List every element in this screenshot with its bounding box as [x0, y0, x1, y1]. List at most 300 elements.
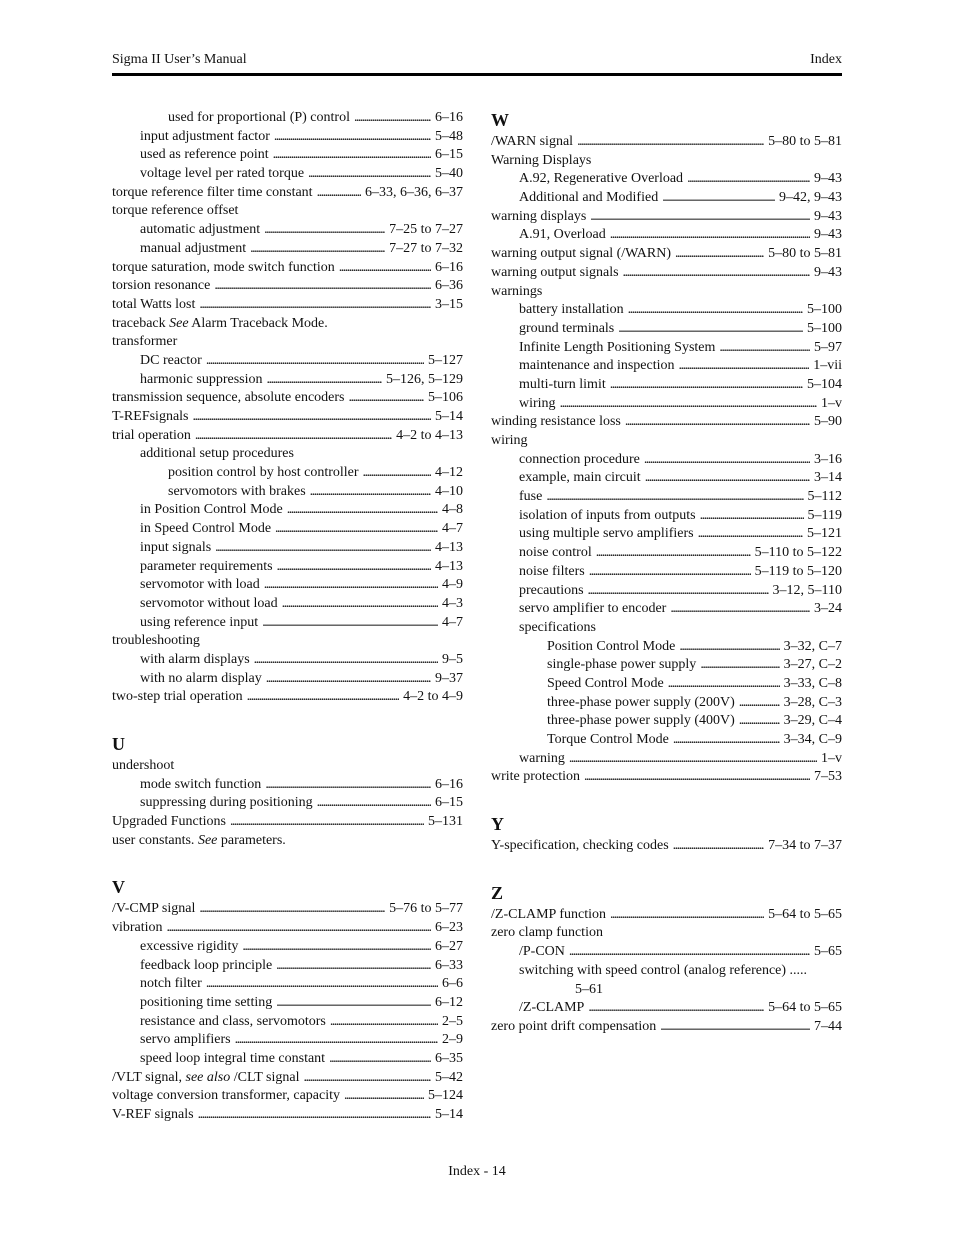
index-term: servomotor with load: [140, 577, 260, 593]
index-entry: [112, 651, 463, 670]
index-term: transformer: [112, 334, 178, 350]
index-term: automatic adjustment: [140, 222, 261, 238]
index-term: two-step trial operation: [112, 689, 243, 705]
index-entry: [112, 352, 463, 371]
dot-leader: [276, 957, 431, 976]
index-entry: [112, 240, 463, 259]
index-term: noise filters: [519, 563, 585, 579]
dot-leader: [739, 712, 780, 731]
index-term: servo amplifiers: [140, 1032, 231, 1048]
dot-leader: [230, 813, 424, 832]
dot-leader: [254, 651, 438, 670]
index-entry: [112, 146, 463, 165]
index-term: voltage conversion transformer, capacity: [112, 1088, 341, 1104]
index-term: manual adjustment: [140, 240, 247, 256]
index-term: zero clamp function: [491, 925, 603, 941]
index-term: 5–61: [575, 981, 603, 997]
index-entry: [491, 133, 842, 152]
dot-leader: [265, 776, 431, 795]
index-term: voltage level per rated torque: [140, 166, 305, 182]
index-term: user constants. See parameters.: [112, 832, 286, 848]
dot-leader: [719, 339, 810, 358]
index-term: torsion resonance: [112, 278, 211, 294]
index-term: winding resistance loss: [491, 414, 621, 430]
dot-leader: [215, 539, 431, 558]
index-term: battery installation: [519, 302, 624, 318]
page-reference: 1–vii: [813, 358, 842, 374]
index-term: /Z-CLAMP function: [491, 906, 606, 922]
index-entry: [491, 264, 842, 283]
index-entry: [491, 962, 842, 981]
index-entry: [491, 488, 842, 507]
index-term: /WARN signal: [491, 134, 574, 149]
dot-leader: [660, 1018, 810, 1037]
index-term: warning output signals: [491, 264, 619, 280]
page-reference: 5–14: [435, 409, 463, 424]
index-entry: [491, 189, 842, 208]
index-entry: [112, 333, 463, 352]
section-letter-w: W: [491, 110, 509, 130]
dot-leader: [250, 240, 385, 259]
index-entry: [112, 1106, 463, 1125]
index-entry: [491, 638, 842, 657]
index-term: position control by host controller: [168, 465, 359, 481]
index-entry: [491, 525, 842, 544]
dot-leader: [339, 259, 431, 278]
page-reference: 5–64 to 5–65: [768, 906, 842, 922]
section-letter-z: Z: [491, 882, 504, 903]
index-entry: [112, 483, 463, 502]
dot-leader: [206, 975, 438, 994]
page-reference: 3–29, C–4: [783, 713, 842, 729]
index-entry: [112, 558, 463, 577]
dot-leader: [739, 694, 780, 713]
index-entry: [112, 445, 463, 464]
dot-leader: [266, 371, 382, 390]
index-entry: [491, 376, 842, 395]
index-entry: [112, 1013, 463, 1032]
page-reference: 5–110 to 5–122: [754, 545, 842, 561]
dot-leader: [262, 614, 438, 633]
dot-leader: [274, 128, 431, 147]
index-term: used for proportional (P) control: [168, 110, 350, 125]
index-term: Additional and Modified: [519, 190, 659, 206]
index-term: multi-turn limit: [519, 376, 606, 392]
page-number: Index - 14: [448, 1164, 506, 1179]
index-term: used as reference point: [140, 147, 269, 163]
page-reference: 9–43: [814, 208, 842, 224]
page-reference: 6–36: [435, 278, 463, 294]
index-entry: [491, 507, 842, 526]
index-column-right: [491, 109, 842, 1037]
dot-leader: [277, 558, 431, 577]
dot-leader: [308, 165, 431, 184]
dot-leader: [317, 794, 431, 813]
index-column-left: [112, 109, 463, 1125]
index-entry: [491, 712, 842, 731]
index-entry: [112, 757, 463, 776]
page-reference: 5–40: [435, 166, 463, 182]
page-reference: 3–33, C–8: [783, 675, 842, 691]
page-reference: 5–121: [807, 526, 842, 542]
dot-leader: [628, 301, 803, 320]
index-term: vibration: [112, 920, 163, 936]
index-entry: [491, 301, 842, 320]
dot-leader: [644, 451, 810, 470]
dot-leader: [569, 750, 817, 769]
index-term: suppressing during positioning: [140, 795, 313, 811]
index-entry: [112, 315, 463, 334]
index-entry: [112, 1050, 463, 1069]
page-reference: 5–127: [428, 352, 463, 368]
dot-leader: [698, 525, 803, 544]
index-entry: [112, 900, 463, 919]
index-entry: [491, 563, 842, 582]
dot-leader: [584, 768, 810, 787]
page-reference: 1–v: [821, 395, 842, 411]
index-term: A.92, Regenerative Overload: [519, 171, 684, 187]
index-entry: [112, 259, 463, 278]
page-reference: 6–23: [435, 920, 463, 936]
page-reference: 5–80 to 5–81: [768, 134, 842, 149]
index-term: write protection: [491, 769, 581, 785]
index-entry: [112, 1069, 463, 1088]
section-letter-v: V: [112, 877, 125, 898]
dot-leader: [662, 189, 775, 208]
dot-leader: [645, 469, 810, 488]
index-term: zero point drift compensation: [491, 1018, 657, 1034]
dot-leader: [206, 352, 424, 371]
index-entry: [112, 632, 463, 651]
page-reference: 5–124: [428, 1088, 463, 1104]
dot-leader: [623, 264, 810, 283]
dot-leader: [242, 938, 431, 957]
dot-leader: [198, 1106, 431, 1125]
index-term: noise control: [519, 545, 592, 561]
dot-leader: [668, 675, 780, 694]
dot-leader: [679, 357, 810, 376]
dot-leader: [596, 544, 751, 563]
index-entry: [112, 296, 463, 315]
index-term: in Position Control Mode: [140, 502, 283, 518]
page-reference: 5–100: [807, 320, 842, 336]
index-entry: [491, 906, 842, 925]
index-term: torque reference filter time constant: [112, 184, 313, 200]
index-entry: [112, 776, 463, 795]
index-entry: [491, 768, 842, 787]
dot-leader: [247, 688, 399, 707]
index-term: Speed Control Mode: [547, 675, 664, 691]
page-reference: 6–16: [435, 110, 463, 125]
index-entry: [491, 226, 842, 245]
index-entry: [491, 283, 842, 302]
page-reference: 6–16: [435, 259, 463, 275]
index-term: troubleshooting: [112, 633, 200, 649]
index-entry: [112, 813, 463, 832]
page-reference: 9–43: [814, 227, 842, 243]
index-entry: [491, 656, 842, 675]
dot-leader: [266, 670, 431, 689]
index-term: isolation of inputs from outputs: [519, 507, 696, 523]
page-reference: 9–42, 9–43: [779, 190, 842, 206]
page-reference: 5–14: [435, 1107, 463, 1122]
dot-leader: [264, 221, 385, 240]
page-reference: 5–65: [814, 944, 842, 960]
index-term: transmission sequence, absolute encoders: [112, 390, 345, 406]
page-reference: 7–27 to 7–32: [389, 240, 463, 256]
dot-leader: [276, 994, 431, 1013]
dot-leader: [235, 1031, 438, 1050]
page-reference: 2–5: [442, 1013, 463, 1029]
index-term: input signals: [140, 539, 212, 555]
dot-leader: [618, 320, 803, 339]
index-entry: [112, 427, 463, 446]
page-reference: 5–131: [428, 814, 463, 830]
index-entry: [112, 595, 463, 614]
index-term: /V-CMP signal: [112, 901, 196, 917]
index-term: excessive rigidity: [140, 938, 239, 954]
dot-leader: [700, 507, 804, 526]
page-reference: 5–106: [428, 390, 463, 406]
index-entry: [112, 277, 463, 296]
index-entry: [491, 582, 842, 601]
index-term: Infinite Length Positioning System: [519, 339, 716, 355]
dot-leader: [330, 1013, 438, 1032]
page-reference: 6–33: [435, 957, 463, 973]
dot-leader: [344, 1087, 424, 1106]
index-entry: [491, 208, 842, 227]
index-entry: [112, 614, 463, 633]
dot-leader: [679, 638, 779, 657]
page-reference: 6–15: [435, 795, 463, 811]
index-entry: [112, 109, 463, 128]
index-term: harmonic suppression: [140, 371, 263, 387]
index-term: with no alarm display: [140, 670, 262, 686]
dot-leader: [577, 133, 764, 152]
index-entry: [491, 395, 842, 414]
page-reference: 6–35: [435, 1050, 463, 1066]
index-term: three-phase power supply (400V): [547, 713, 735, 729]
index-entry: [112, 688, 463, 707]
page-reference: 7–34 to 7–37: [768, 838, 842, 854]
page-reference: 4–7: [442, 614, 463, 630]
index-entry: [491, 750, 842, 769]
dot-leader: [625, 413, 810, 432]
index-term: A.91, Overload: [519, 227, 606, 243]
dot-leader: [610, 376, 803, 395]
page-reference: 6–16: [435, 776, 463, 792]
index-term: maintenance and inspection: [519, 358, 675, 374]
page-reference: 5–112: [807, 489, 842, 505]
index-entry: [491, 152, 842, 171]
index-entry: [112, 501, 463, 520]
running-header-section: Index: [810, 52, 842, 67]
dot-leader: [610, 906, 764, 925]
index-term: ground terminals: [519, 320, 615, 336]
dot-leader: [588, 582, 769, 601]
page-reference: 7–25 to 7–27: [389, 222, 463, 238]
index-entry: [112, 408, 463, 427]
dot-leader: [167, 919, 431, 938]
index-entry: [112, 919, 463, 938]
index-entry: [112, 165, 463, 184]
page-reference: 6–6: [442, 976, 463, 992]
page-reference: 7–44: [814, 1018, 842, 1034]
index-entry: [491, 1018, 842, 1037]
page-reference: 3–27, C–2: [783, 657, 842, 673]
dot-leader: [588, 999, 764, 1018]
index-entry: [491, 943, 842, 962]
page-reference: 3–12, 5–110: [772, 582, 842, 598]
page-reference: 5–119 to 5–120: [754, 563, 842, 579]
index-entry: [491, 170, 842, 189]
page-reference: 2–9: [442, 1032, 463, 1048]
page-reference: 6–33, 6–36, 6–37: [365, 184, 463, 200]
dot-leader: [675, 245, 764, 264]
index-entry: [491, 432, 842, 451]
index-entry: [112, 371, 463, 390]
index-term: warning output signal (/WARN): [491, 246, 672, 262]
page-reference: 6–12: [435, 994, 463, 1010]
page-reference: 3–34, C–9: [783, 732, 842, 747]
index-term: mode switch function: [140, 776, 262, 792]
dot-leader: [273, 146, 431, 165]
index-term: torque saturation, mode switch function: [112, 259, 335, 275]
index-term: speed loop integral time constant: [140, 1050, 326, 1066]
page-reference: 5–104: [807, 376, 842, 392]
dot-leader: [199, 900, 385, 919]
page-reference: 3–14: [814, 470, 842, 486]
index-term: switching with speed control (analog reference) .....: [519, 962, 808, 978]
index-term: warnings: [491, 283, 543, 299]
index-entry: [491, 675, 842, 694]
index-entry: [112, 994, 463, 1013]
index-term: wiring: [491, 433, 528, 448]
index-term: fuse: [519, 489, 543, 505]
dot-leader: [310, 483, 431, 502]
dot-leader: [560, 395, 817, 414]
index-entry: [112, 938, 463, 957]
page-reference: 5–64 to 5–65: [768, 1000, 842, 1016]
index-entry: [491, 544, 842, 563]
index-entry: [112, 520, 463, 539]
index-term: T-REFsignals: [112, 409, 189, 424]
page-reference: 4–3: [442, 595, 463, 611]
page-reference: 1–v: [821, 750, 842, 766]
index-term: total Watts lost: [112, 296, 196, 312]
page-reference: 5–42: [435, 1069, 463, 1085]
index-term: Y-specification, checking codes: [491, 838, 669, 854]
dot-leader: [214, 277, 431, 296]
index-entry: [112, 221, 463, 240]
index-entry: [491, 600, 842, 619]
page-reference: 4–2 to 4–9: [403, 689, 463, 705]
dot-leader: [546, 488, 803, 507]
dot-leader: [275, 520, 438, 539]
page-reference: 6–27: [435, 938, 463, 954]
index-term: connection procedure: [519, 451, 640, 467]
section-letter-u: U: [112, 734, 125, 754]
index-entry: [491, 924, 842, 943]
page-reference: 4–13: [435, 558, 463, 574]
page-reference: 5–48: [435, 128, 463, 144]
index-term: undershoot: [112, 758, 175, 773]
dot-leader: [363, 464, 431, 483]
dot-leader: [195, 427, 392, 446]
index-entry: [491, 731, 842, 750]
index-term: notch filter: [140, 976, 202, 992]
dot-leader: [590, 208, 810, 227]
index-term: servomotor without load: [140, 595, 278, 611]
index-term: Upgraded Functions: [112, 814, 226, 830]
dot-leader: [317, 184, 361, 203]
index-term: in Speed Control Mode: [140, 521, 272, 537]
index-entry: [112, 832, 463, 851]
index-entry: [112, 464, 463, 483]
index-entry: [491, 320, 842, 339]
index-term: three-phase power supply (200V): [547, 694, 735, 710]
index-entry: [491, 619, 842, 638]
page-reference: 3–28, C–3: [783, 694, 842, 710]
index-entry: [491, 413, 842, 432]
index-entry: [112, 957, 463, 976]
index-entry: [112, 1087, 463, 1106]
index-entry: [112, 184, 463, 203]
index-entry: [112, 389, 463, 408]
dot-leader: [199, 296, 431, 315]
index-entry: [491, 245, 842, 264]
page-reference: 5–97: [814, 339, 842, 355]
page-reference: 3–32, C–7: [783, 638, 842, 654]
index-term: warning: [519, 750, 565, 766]
dot-leader: [287, 501, 438, 520]
index-entry: [112, 975, 463, 994]
page-reference: 5–90: [814, 414, 842, 430]
dot-leader: [687, 170, 810, 189]
dot-leader: [569, 943, 810, 962]
page-reference: 5–126, 5–129: [386, 371, 463, 387]
index-entry: [491, 837, 842, 856]
index-entry: [112, 539, 463, 558]
page-reference: 9–37: [435, 670, 463, 686]
page-reference: 7–53: [814, 769, 842, 785]
index-entry: [491, 999, 842, 1018]
index-term: /Z-CLAMP: [519, 1000, 585, 1016]
index-term: V-REF signals: [112, 1107, 194, 1122]
index-term: positioning time setting: [140, 994, 273, 1010]
index-term: wiring: [519, 395, 556, 411]
index-term: servo amplifier to encoder: [519, 601, 667, 617]
index-term: feedback loop principle: [140, 957, 273, 973]
page-reference: 4–10: [435, 483, 463, 499]
index-term: trial operation: [112, 427, 191, 443]
page-reference: 4–7: [442, 521, 463, 537]
page-reference: 9–5: [442, 651, 463, 667]
index-entry: [112, 576, 463, 595]
index-term: using reference input: [140, 614, 259, 630]
page-reference: 9–43: [814, 264, 842, 280]
page-reference: 4–9: [442, 577, 463, 593]
page-reference: 4–12: [435, 465, 463, 481]
page-reference: 9–43: [814, 171, 842, 187]
index-term: Warning Displays: [491, 152, 592, 168]
page-reference: 3–24: [814, 601, 842, 617]
index-term: input adjustment factor: [140, 128, 270, 144]
index-term: traceback See Alarm Traceback Mode.: [112, 315, 328, 331]
index-term: Position Control Mode: [547, 638, 676, 654]
index-entry: [112, 670, 463, 689]
index-term: /P-CON: [519, 944, 565, 960]
